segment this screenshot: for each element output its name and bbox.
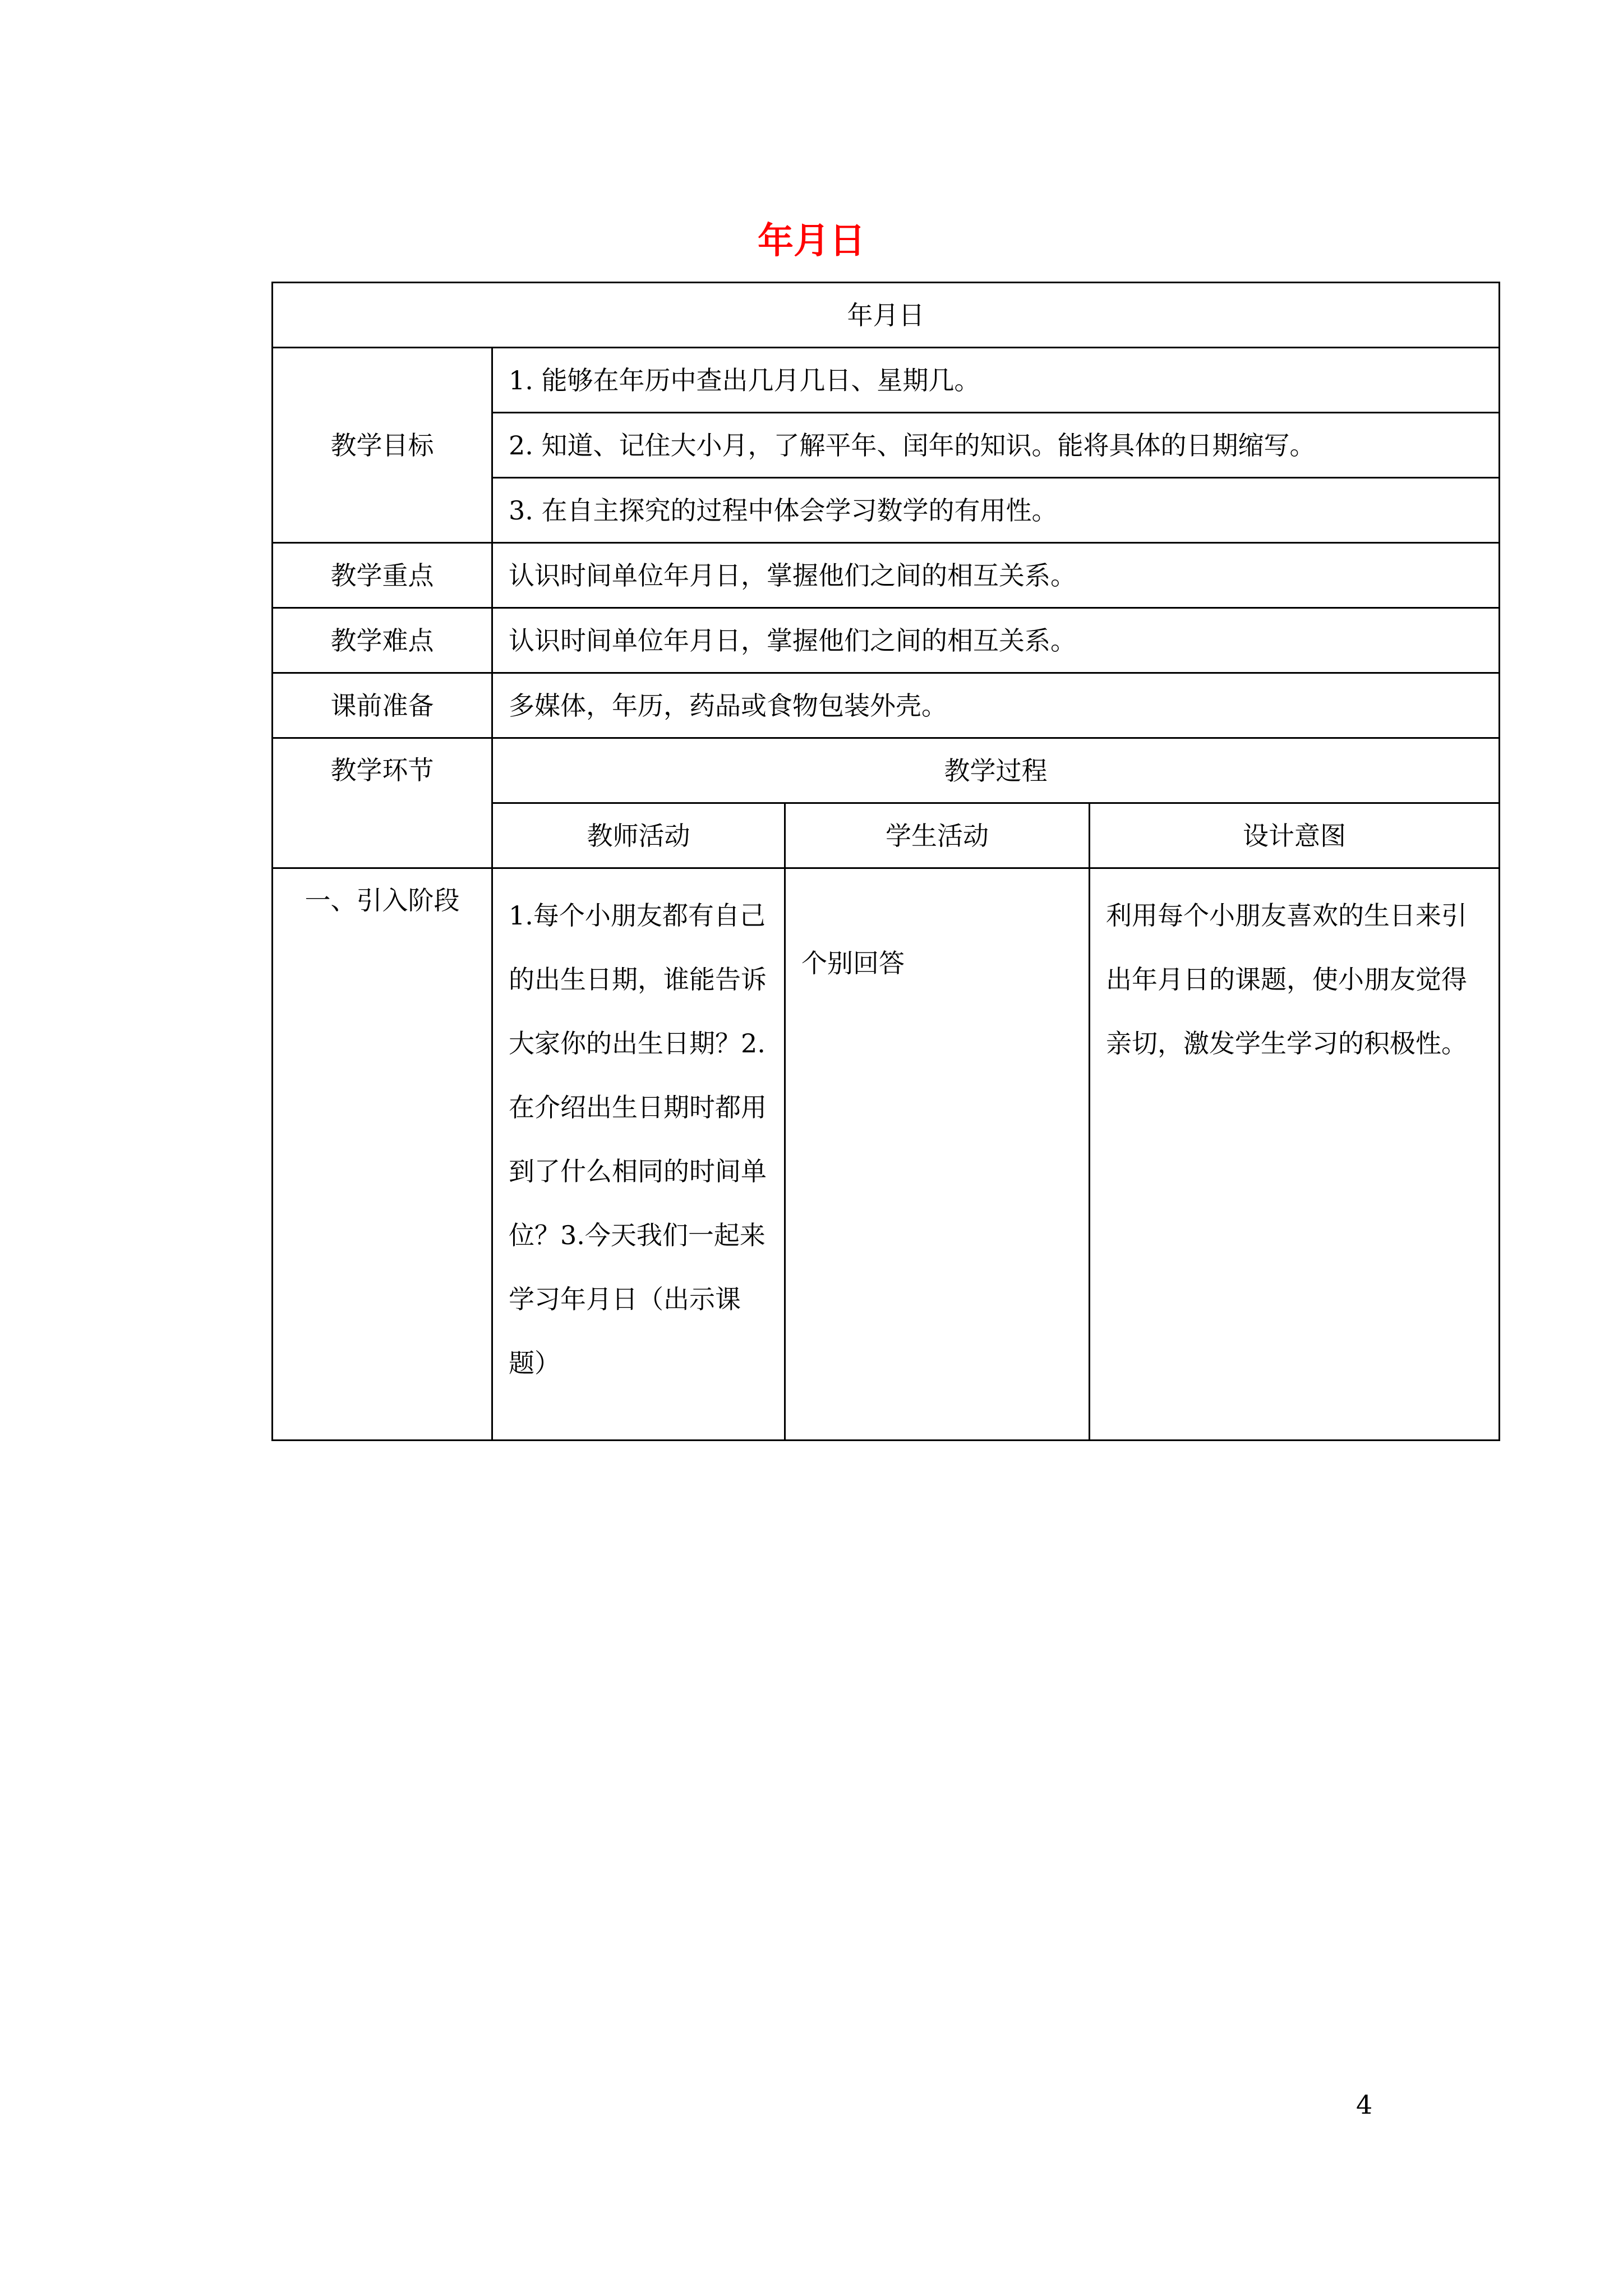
preparation-value: 多媒体，年历，药品或食物包装外壳。 bbox=[492, 673, 1500, 738]
student-activity: 个别回答 bbox=[785, 868, 1090, 1441]
table-header: 年月日 bbox=[273, 283, 1500, 348]
stage-label: 一、引入阶段 bbox=[273, 868, 492, 1441]
key-points-value: 认识时间单位年月日，掌握他们之间的相互关系。 bbox=[492, 543, 1500, 608]
teacher-activity: 1.每个小朋友都有自己的出生日期，谁能告诉大家你的出生日期？2.在介绍出生日期时都用到了什么相同的时间单位？3.今天我们一起来学习年月日（出示课题） bbox=[492, 868, 785, 1441]
preparation-label: 课前准备 bbox=[273, 673, 492, 738]
objectives-label: 教学目标 bbox=[273, 348, 492, 543]
difficulties-label: 教学难点 bbox=[273, 608, 492, 673]
lesson-plan-table bbox=[271, 282, 1500, 1441]
column-header-intent: 设计意图 bbox=[1090, 803, 1500, 868]
column-header-teacher: 教师活动 bbox=[492, 803, 785, 868]
page-number: 4 bbox=[1356, 2090, 1373, 2120]
process-title: 教学过程 bbox=[492, 738, 1500, 803]
document-title: 年月日 bbox=[758, 220, 865, 262]
objective-item: 3. 在自主探究的过程中体会学习数学的有用性。 bbox=[492, 478, 1500, 543]
difficulties-value: 认识时间单位年月日，掌握他们之间的相互关系。 bbox=[492, 608, 1500, 673]
objective-item: 2. 知道、记住大小月，了解平年、闰年的知识。能将具体的日期缩写。 bbox=[492, 413, 1500, 478]
process-section-label: 教学环节 bbox=[273, 738, 492, 868]
objective-item: 1. 能够在年历中查出几月几日、星期几。 bbox=[492, 348, 1500, 413]
column-header-student: 学生活动 bbox=[785, 803, 1090, 868]
design-intent: 利用每个小朋友喜欢的生日来引出年月日的课题，使小朋友觉得亲切，激发学生学习的积极性。 bbox=[1090, 868, 1500, 1441]
key-points-label: 教学重点 bbox=[273, 543, 492, 608]
